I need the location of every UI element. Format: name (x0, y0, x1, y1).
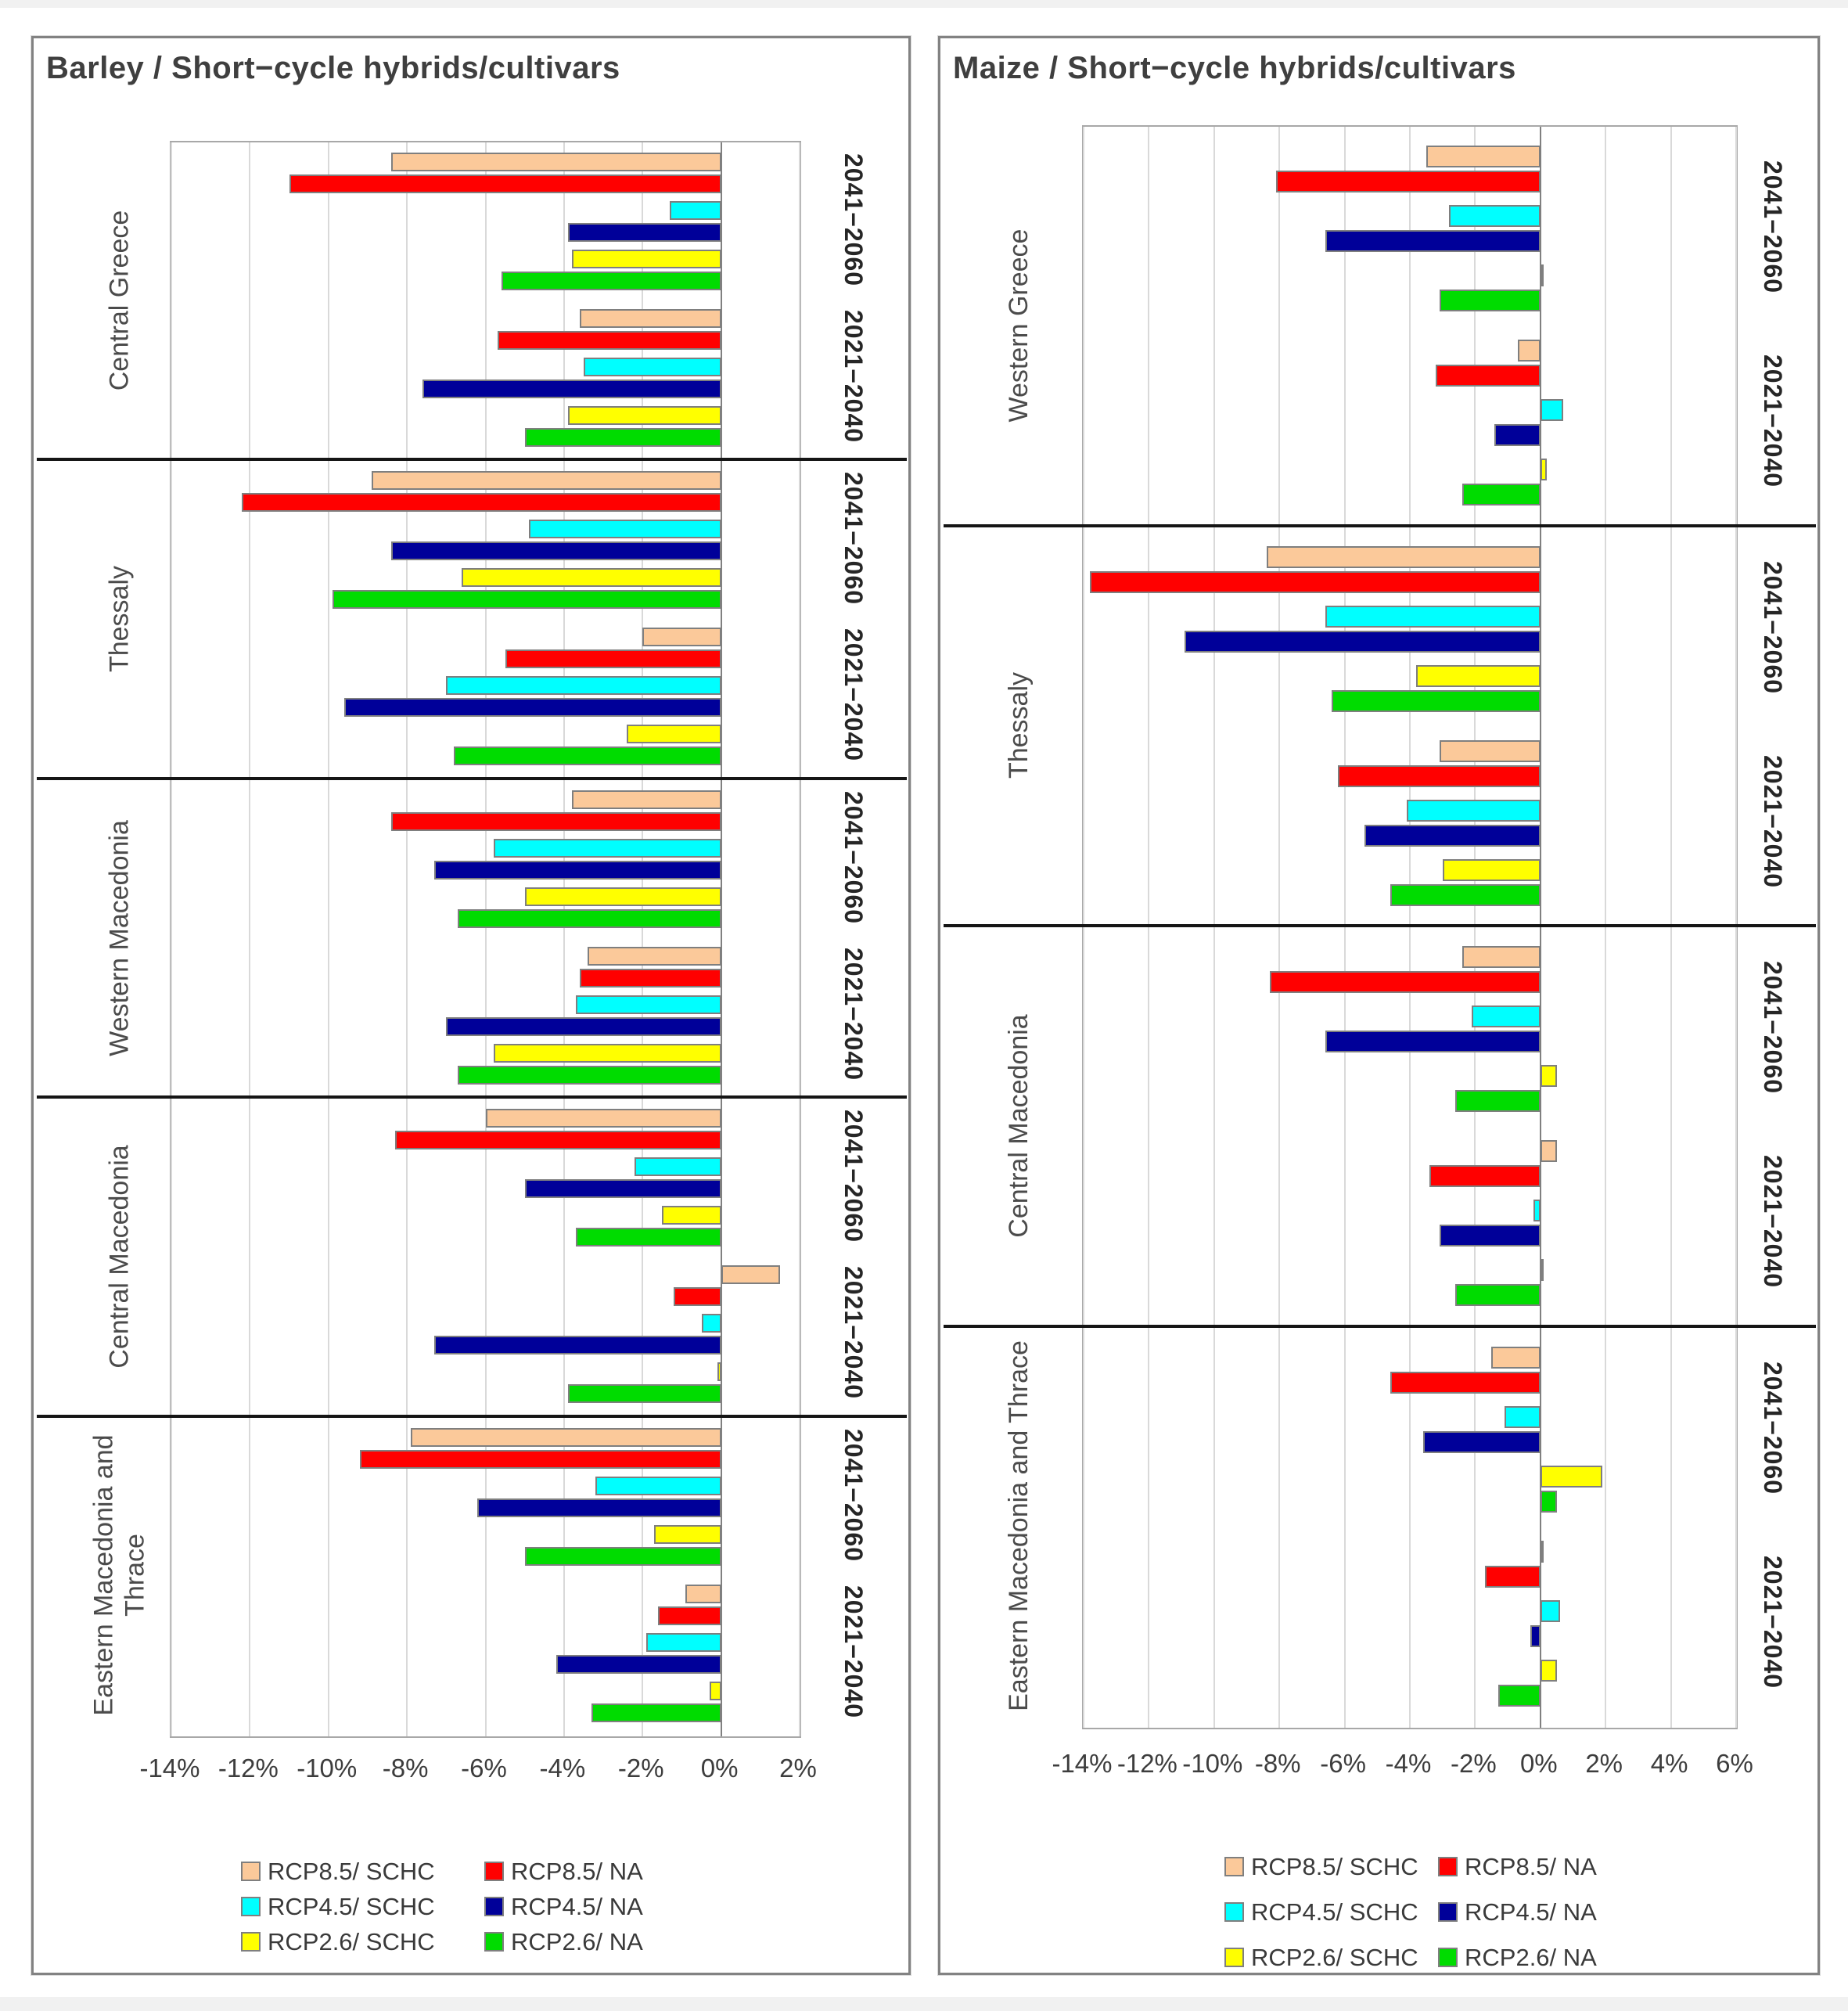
bar-rcp45-schc (584, 358, 721, 376)
bar-rcp45-na (422, 380, 721, 398)
gridline (1670, 127, 1672, 1728)
x-tick-label: -6% (1320, 1749, 1366, 1778)
bar-rcp85-na (391, 812, 721, 831)
bar-rcp45-na (1530, 1625, 1541, 1647)
legend-label-rcp26-schc: RCP2.6/ SCHC (1251, 1944, 1418, 1971)
period-label: 2021−2040 (1759, 354, 1787, 488)
bar-rcp85-schc (572, 790, 721, 809)
bar-rcp85-na (580, 969, 721, 988)
bar-rcp45-schc (670, 201, 721, 220)
period-label: 2041−2060 (1759, 960, 1787, 1095)
region-label: Central Macedonia (1004, 1014, 1034, 1238)
period-label: 2021−2040 (840, 1266, 868, 1400)
bar-rcp85-na (1270, 971, 1541, 993)
x-tick-label: -4% (1385, 1749, 1432, 1778)
region-label: Thessaly (105, 566, 135, 673)
bar-rcp26-na (525, 428, 721, 447)
bar-rcp26-na (591, 1703, 721, 1722)
x-tick-label: 2% (779, 1754, 817, 1783)
region-label: Thessaly (1004, 672, 1034, 779)
legend-label-rcp26-na: RCP2.6/ NA (511, 1928, 643, 1955)
bar-rcp45-schc (529, 520, 721, 538)
x-tick-label: -8% (1254, 1749, 1301, 1778)
bar-rcp45-na (525, 1179, 721, 1198)
bar-rcp26-schc (654, 1525, 721, 1544)
gridline (1735, 127, 1737, 1728)
x-tick-label: -8% (382, 1754, 429, 1783)
bar-rcp26-schc (710, 1682, 721, 1700)
bar-rcp85-na (360, 1450, 721, 1469)
barley-chart-panel (31, 36, 911, 1975)
x-tick-label: 6% (1716, 1749, 1753, 1778)
legend-swatch-rcp45-na (484, 1897, 504, 1916)
gridline (1278, 127, 1280, 1728)
maize-plot-area (1082, 125, 1738, 1729)
period-label: 2021−2040 (1759, 1555, 1787, 1689)
bar-rcp26-na (1455, 1090, 1540, 1112)
bar-rcp26-schc (1541, 459, 1547, 480)
legend-swatch-rcp26-schc (1224, 1948, 1244, 1967)
bar-rcp45-na (446, 1017, 721, 1036)
bar-rcp26-schc (627, 725, 721, 743)
gridline (1148, 127, 1149, 1728)
x-tick-label: -10% (297, 1754, 358, 1783)
bar-rcp85-schc (1462, 946, 1541, 968)
bar-rcp26-na (1390, 884, 1541, 906)
bar-rcp85-na (395, 1131, 721, 1149)
x-tick-label: -4% (539, 1754, 586, 1783)
period-label: 2021−2040 (840, 947, 868, 1081)
bar-rcp26-schc (1416, 665, 1540, 687)
period-label: 2041−2060 (840, 790, 868, 924)
bar-rcp85-na (1390, 1372, 1541, 1394)
bar-rcp85-na (674, 1287, 721, 1306)
x-tick-label: -6% (461, 1754, 507, 1783)
gridline (171, 142, 172, 1736)
legend-label-rcp45-na: RCP4.5/ NA (511, 1893, 643, 1920)
bar-rcp45-na (1364, 825, 1541, 847)
region-separator (944, 924, 1816, 927)
bar-rcp26-schc (572, 250, 721, 268)
legend-swatch-rcp26-schc (241, 1932, 261, 1952)
x-tick-label: 0% (700, 1754, 739, 1783)
region-separator (37, 458, 907, 461)
bar-rcp26-schc (1541, 1466, 1602, 1488)
period-label: 2041−2060 (840, 472, 868, 606)
bar-rcp26-na (1498, 1685, 1541, 1707)
bar-rcp26-na (576, 1228, 721, 1247)
bar-rcp45-na (434, 1336, 721, 1354)
bar-rcp85-na (289, 174, 721, 193)
gridline (1409, 127, 1411, 1728)
period-label: 2041−2060 (840, 153, 868, 287)
x-tick-label: 2% (1585, 1749, 1623, 1778)
gridline (328, 142, 329, 1736)
x-tick-label: -12% (1116, 1749, 1177, 1778)
legend-label-rcp85-schc: RCP8.5/ SCHC (1251, 1853, 1418, 1880)
bar-rcp45-schc (646, 1633, 721, 1652)
bar-rcp45-na (1423, 1431, 1541, 1453)
period-label: 2021−2040 (840, 628, 868, 762)
bar-rcp85-na (658, 1606, 721, 1625)
bar-rcp45-schc (1407, 800, 1541, 822)
bar-rcp26-schc (1541, 1660, 1557, 1682)
bar-rcp45-na (1494, 424, 1540, 446)
bar-rcp45-schc (1541, 1600, 1560, 1622)
region-label: Central Macedonia (105, 1145, 135, 1369)
period-label: 2041−2060 (1759, 1361, 1787, 1495)
bar-rcp85-schc (372, 471, 721, 490)
bar-rcp45-schc (1325, 606, 1541, 628)
bar-rcp45-schc (1472, 1006, 1541, 1027)
region-separator (37, 777, 907, 780)
bar-rcp45-schc (576, 995, 721, 1014)
legend-label-rcp45-na: RCP4.5/ NA (1465, 1898, 1597, 1926)
barley-plot-area (170, 141, 801, 1738)
legend-swatch-rcp85-schc (241, 1862, 261, 1881)
legend-swatch-rcp45-na (1438, 1902, 1458, 1922)
legend-swatch-rcp85-na (1438, 1857, 1458, 1876)
x-tick-label: -12% (218, 1754, 279, 1783)
bar-rcp26-schc (1443, 859, 1541, 881)
region-separator (944, 1325, 1816, 1328)
bar-rcp26-na (1462, 484, 1541, 505)
bar-rcp85-schc (588, 947, 721, 966)
bar-rcp26-na (458, 909, 721, 928)
x-tick-label: -2% (1451, 1749, 1497, 1778)
bar-rcp45-na (1325, 230, 1541, 252)
bar-rcp85-schc (486, 1109, 721, 1128)
legend-label-rcp45-schc: RCP4.5/ SCHC (1251, 1898, 1418, 1926)
x-tick-label: -10% (1182, 1749, 1243, 1778)
gridline (1083, 127, 1084, 1728)
region-separator (37, 1095, 907, 1099)
bar-rcp45-na (477, 1498, 721, 1517)
bar-rcp85-na (505, 649, 721, 668)
bar-rcp45-na (556, 1655, 721, 1674)
bar-rcp85-schc (1541, 1541, 1544, 1563)
maize-chart-title: Maize / Short−cycle hybrids/cultivars (953, 51, 1516, 85)
period-label: 2021−2040 (1759, 754, 1787, 888)
maize-chart-panel (938, 36, 1820, 1975)
bar-rcp45-schc (446, 676, 721, 695)
bar-rcp45-na (568, 223, 721, 242)
bar-rcp85-schc (580, 309, 721, 328)
bar-rcp26-schc (1541, 264, 1544, 286)
bar-rcp26-na (1440, 290, 1541, 311)
bar-rcp85-na (1090, 571, 1540, 593)
bar-rcp45-na (391, 541, 721, 560)
bar-rcp85-na (242, 493, 721, 512)
bar-rcp45-na (1325, 1031, 1541, 1052)
legend-label-rcp85-na: RCP8.5/ NA (1465, 1853, 1597, 1880)
legend-swatch-rcp45-schc (1224, 1902, 1244, 1922)
bar-rcp85-schc (391, 153, 721, 171)
bar-rcp26-na (458, 1066, 721, 1085)
bar-rcp45-na (1185, 631, 1541, 653)
bar-rcp85-na (1485, 1566, 1541, 1588)
bar-rcp45-schc (1541, 399, 1563, 421)
legend-label-rcp45-schc: RCP4.5/ SCHC (268, 1893, 435, 1920)
bar-rcp26-schc (1541, 1065, 1557, 1087)
bar-rcp85-schc (685, 1585, 721, 1603)
region-label: Western Macedonia (105, 819, 135, 1056)
bar-rcp85-schc (642, 628, 721, 646)
period-label: 2041−2060 (1759, 160, 1787, 294)
bar-rcp26-schc (462, 568, 721, 587)
x-tick-label: -2% (617, 1754, 664, 1783)
bar-rcp85-na (1338, 765, 1541, 787)
region-label: Central Greece (105, 210, 135, 390)
bar-rcp45-schc (1505, 1406, 1541, 1428)
bar-rcp45-schc (595, 1477, 721, 1495)
bar-rcp85-schc (1440, 740, 1541, 762)
bar-rcp26-na (1332, 690, 1541, 712)
x-tick-label: 0% (1519, 1749, 1558, 1778)
gridline (249, 142, 250, 1736)
region-separator (944, 524, 1816, 527)
bar-rcp45-schc (494, 839, 721, 858)
legend-label-rcp26-schc: RCP2.6/ SCHC (268, 1928, 435, 1955)
bar-rcp26-na (1455, 1284, 1540, 1306)
gridline (406, 142, 408, 1736)
top-edge-strip (0, 0, 1848, 8)
bar-rcp85-na (1276, 171, 1541, 192)
bar-rcp45-schc (1449, 205, 1541, 227)
bar-rcp26-na (333, 590, 721, 609)
bar-rcp45-schc (1533, 1200, 1540, 1221)
bar-rcp85-schc (1518, 340, 1541, 362)
bar-rcp85-na (1429, 1165, 1541, 1187)
bar-rcp26-schc (1541, 1259, 1544, 1281)
bar-rcp85-schc (1426, 146, 1541, 167)
region-label: Eastern Macedonia and Thrace (1004, 1340, 1034, 1712)
period-label: 2021−2040 (1759, 1154, 1787, 1289)
bar-rcp85-na (1436, 365, 1540, 387)
bar-rcp85-schc (1267, 546, 1541, 568)
x-tick-label: -14% (139, 1754, 200, 1783)
bottom-edge-strip (0, 1997, 1848, 2011)
bar-rcp26-schc (717, 1362, 721, 1381)
period-label: 2041−2060 (840, 1110, 868, 1243)
legend-label-rcp85-schc: RCP8.5/ SCHC (268, 1858, 435, 1885)
gridline (1213, 127, 1215, 1728)
legend-swatch-rcp26-na (484, 1932, 504, 1952)
bar-rcp26-na (568, 1384, 721, 1403)
bar-rcp45-schc (635, 1157, 721, 1176)
bar-rcp45-na (434, 861, 721, 880)
bar-rcp45-na (1440, 1225, 1541, 1247)
bar-rcp26-schc (494, 1044, 721, 1063)
bar-rcp45-schc (702, 1314, 721, 1333)
region-separator (37, 1415, 907, 1418)
legend-swatch-rcp26-na (1438, 1948, 1458, 1967)
bar-rcp85-schc (1491, 1347, 1541, 1369)
gridline (799, 142, 800, 1736)
legend-label-rcp26-na: RCP2.6/ NA (1465, 1944, 1597, 1971)
bar-rcp26-schc (525, 887, 721, 906)
x-tick-label: -14% (1052, 1749, 1113, 1778)
legend-swatch-rcp45-schc (241, 1897, 261, 1916)
legend-swatch-rcp85-schc (1224, 1857, 1244, 1876)
bar-rcp26-na (1541, 1491, 1557, 1513)
legend-swatch-rcp85-na (484, 1862, 504, 1881)
x-tick-label: 4% (1650, 1749, 1688, 1778)
bar-rcp85-na (498, 331, 721, 350)
period-label: 2041−2060 (840, 1428, 868, 1562)
bar-rcp26-schc (662, 1206, 721, 1225)
period-label: 2021−2040 (840, 1585, 868, 1718)
bar-rcp26-na (525, 1547, 721, 1566)
region-label: Eastern Macedonia and Thrace (89, 1434, 151, 1716)
period-label: 2041−2060 (1759, 560, 1787, 694)
bar-rcp26-na (502, 272, 721, 290)
bar-rcp85-schc (411, 1428, 721, 1447)
bar-rcp45-na (344, 698, 721, 717)
region-label: Western Greece (1004, 228, 1034, 423)
bar-rcp26-na (454, 746, 721, 765)
gridline (1344, 127, 1346, 1728)
bar-rcp85-schc (1541, 1140, 1557, 1162)
barley-chart-title: Barley / Short−cycle hybrids/cultivars (46, 51, 620, 85)
period-label: 2021−2040 (840, 309, 868, 444)
legend-label-rcp85-na: RCP8.5/ NA (511, 1858, 643, 1885)
bar-rcp26-schc (568, 406, 721, 425)
gridline (1605, 127, 1606, 1728)
bar-rcp85-schc (721, 1265, 780, 1284)
